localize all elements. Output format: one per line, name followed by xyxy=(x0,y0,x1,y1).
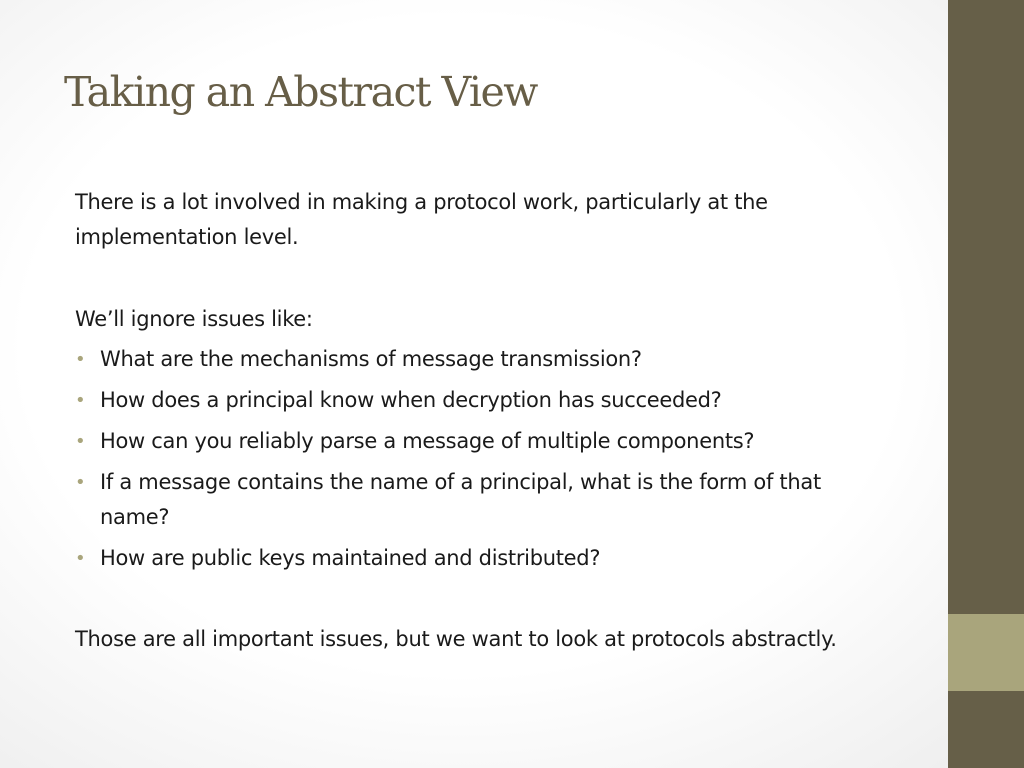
bullet-icon: • xyxy=(75,548,86,569)
bullet-item xyxy=(75,424,875,459)
sidebar-accent-block xyxy=(948,614,1024,691)
bullet-text: How can you reliably parse a message of multiple components? xyxy=(100,429,755,453)
bullet-icon: • xyxy=(75,390,86,411)
bullet-text: What are the mechanisms of message transmission? xyxy=(100,347,642,371)
bullet-text: If a message contains the name of a principal, what is the form of that name? xyxy=(100,470,821,529)
bullet-item xyxy=(75,342,875,377)
decorative-sidebar xyxy=(948,0,1024,768)
bullet-text: How are public keys maintained and distributed? xyxy=(100,546,601,570)
bullet-item xyxy=(75,383,875,418)
bullet-icon: • xyxy=(75,349,86,370)
bullet-icon: • xyxy=(75,431,86,452)
bullet-text: How does a principal know when decryption has succeeded? xyxy=(100,388,722,412)
bullet-item xyxy=(75,465,875,535)
closing-paragraph: Those are all important issues, but we want to look at protocols abstractly. xyxy=(75,627,837,651)
bullet-icon: • xyxy=(75,472,86,493)
intro-paragraph: There is a lot involved in making a protocol work, particularly at the implementation level. xyxy=(75,190,768,249)
bullet-list xyxy=(75,342,875,582)
bullet-item xyxy=(75,541,875,576)
lead-in-text: We’ll ignore issues like: xyxy=(75,307,313,331)
slide-title: Taking an Abstract View xyxy=(64,68,537,116)
